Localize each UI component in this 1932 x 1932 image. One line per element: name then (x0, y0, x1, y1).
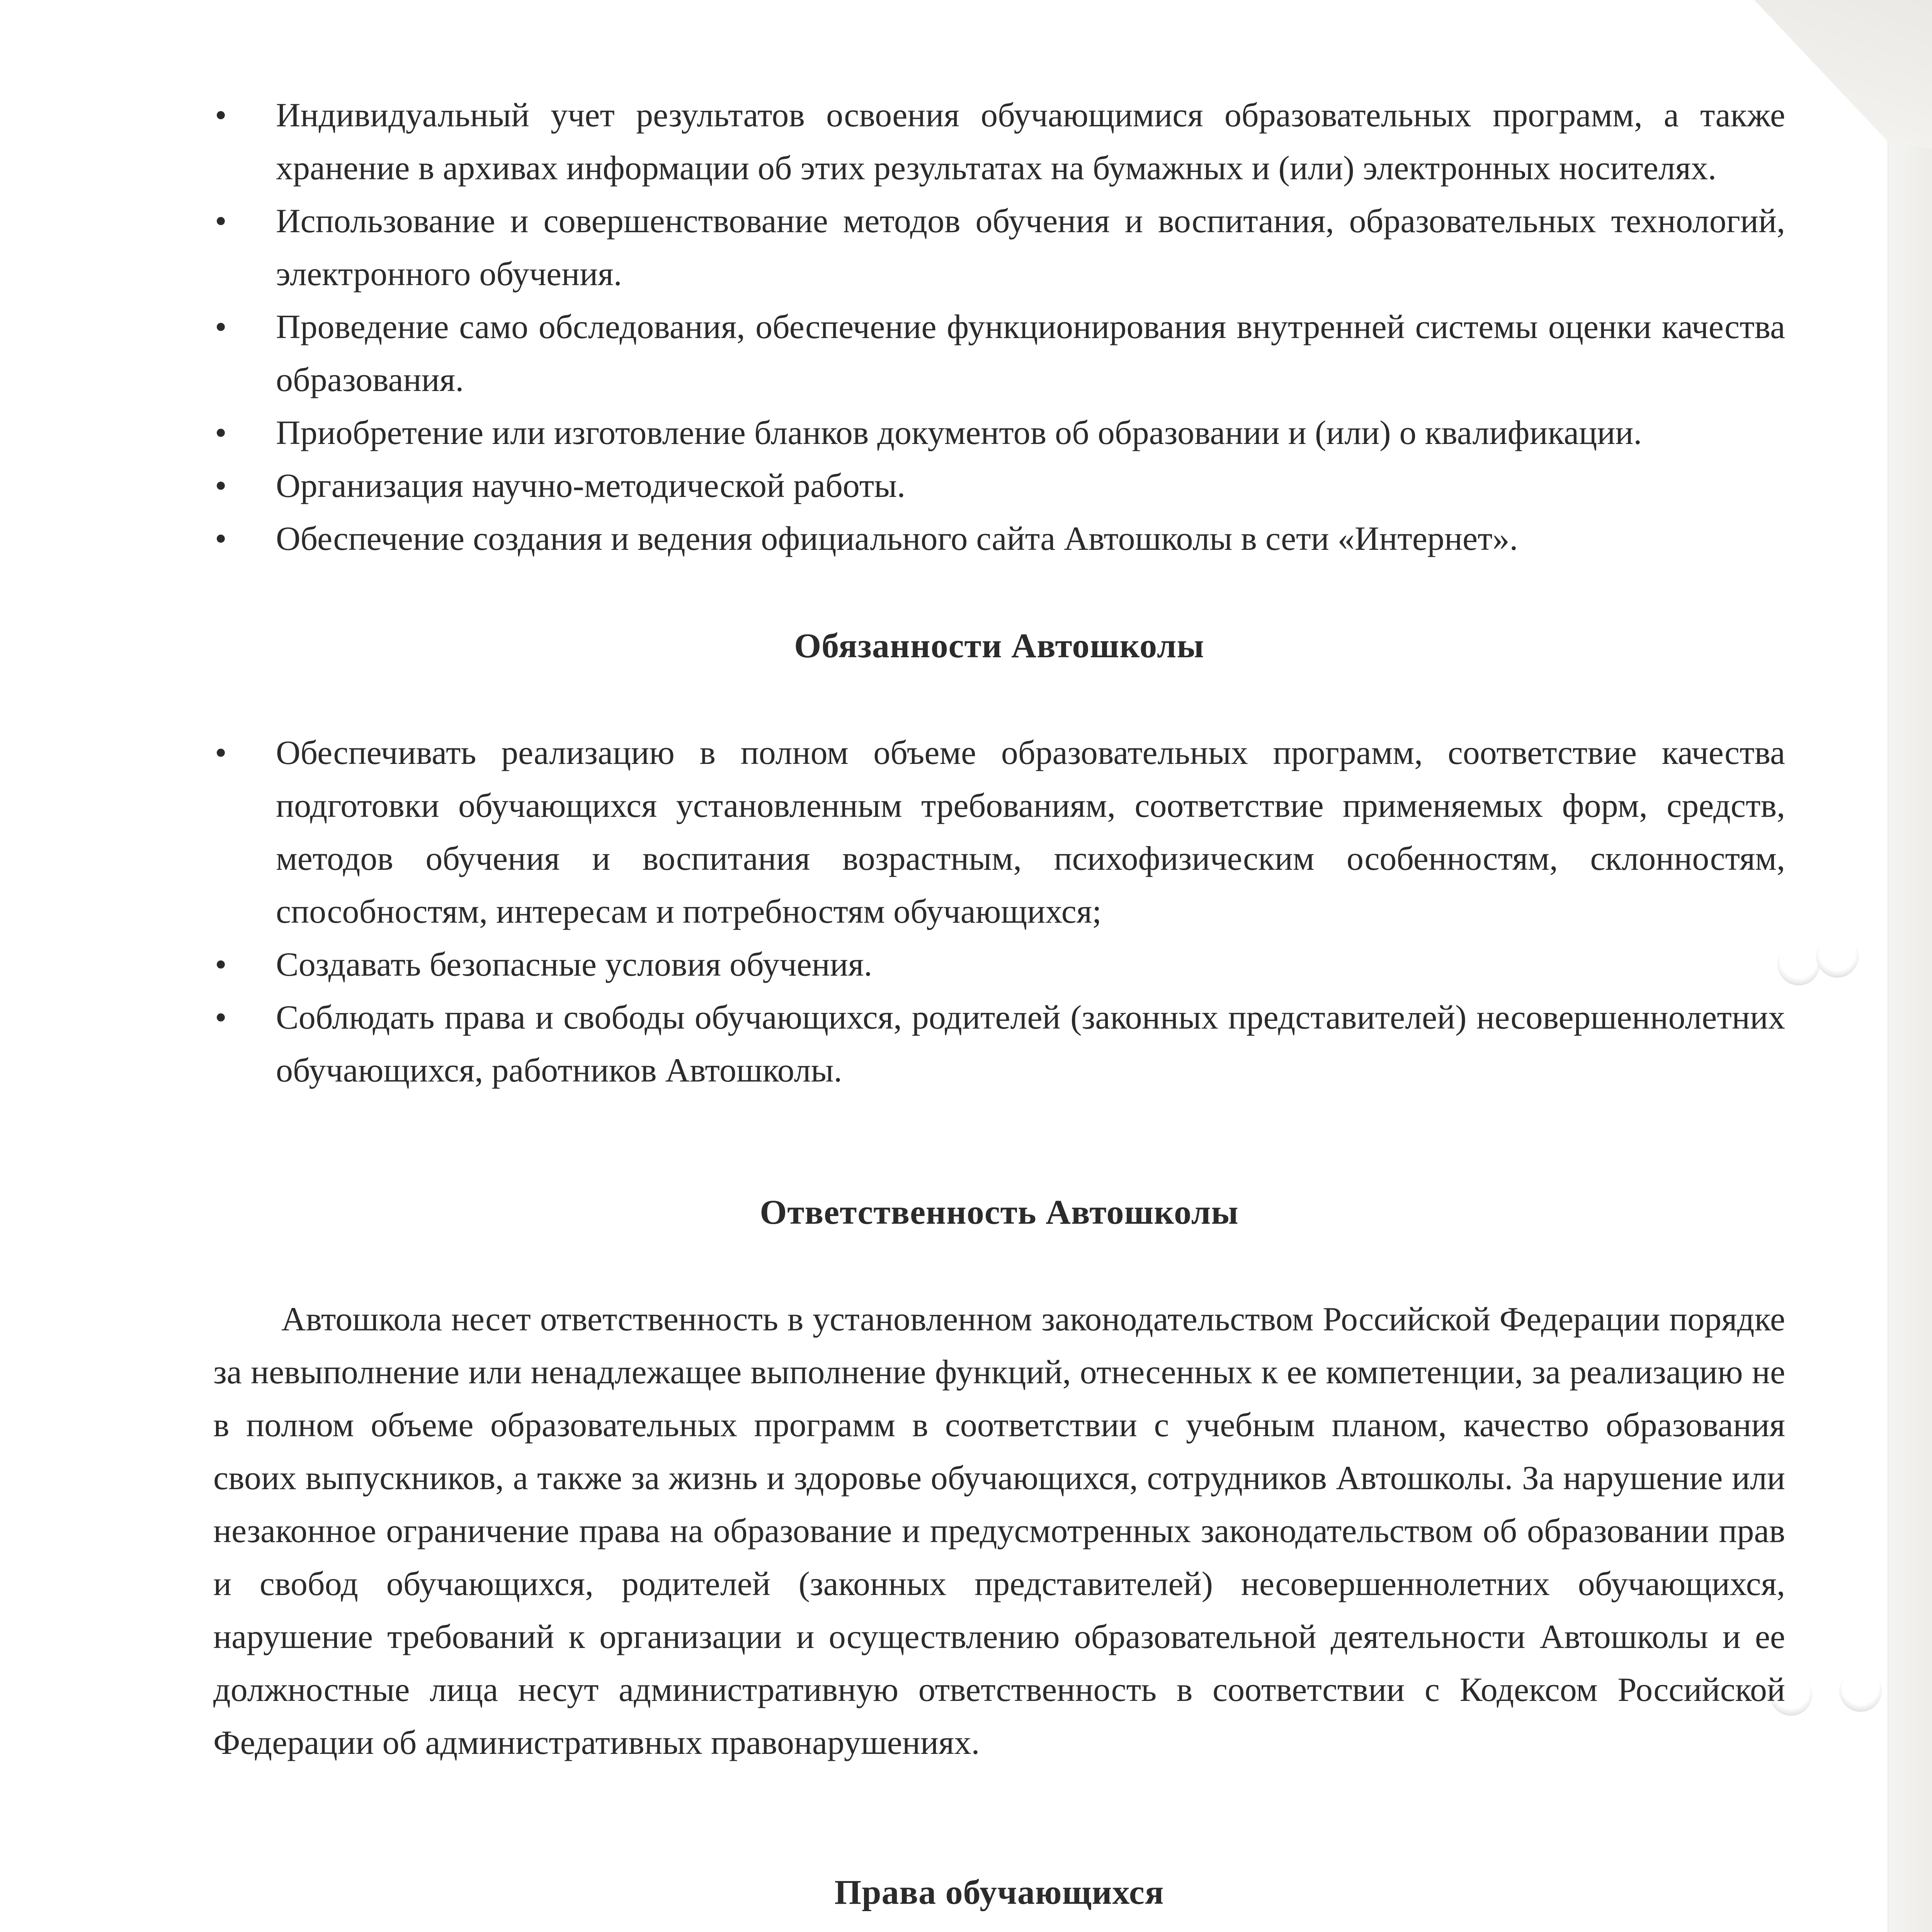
punch-hole (1839, 1669, 1882, 1712)
responsibility-paragraph: Автошкола несет ответственность в установленном законодательством Российской Федерации порядке за невыполнение или ненадлежащее выполнение функций, отнесенных к ее компетенции, за реализацию не в полном объеме образовательных программ в соответствии с учебным планом, качество образования своих выпускников, а также за жизнь и здоровье обучающихся, сотрудников Автошколы. За нарушение или незаконное ограничение права на образование и предусмотренных законодательством об образовании прав и свобод обучающихся, родителей (законных представителей) несовершеннолетних обучающихся, нарушение требований к организации и осуществлению образовательной деятельности Автошколы и ее должностные лица несут административную ответственность в соответствии с Кодексом Российской Федерации об административных правонарушениях. (213, 1301, 1785, 1762)
list-item (215, 406, 1785, 459)
list-item (215, 195, 1785, 301)
list-item-text: Создавать безопасные условия обучения. (276, 946, 872, 983)
section-title-duties: Обязанности Автошколы (794, 627, 1204, 665)
bullet-icon: • (215, 414, 227, 452)
bullet-icon: • (215, 308, 227, 346)
list-item-text: Соблюдать права и свободы обучающихся, родителей (законных представителей) несовершеннолетних обучающихся, работников Автошколы. (276, 999, 1785, 1089)
bullet-icon: • (215, 734, 227, 772)
bullet-icon: • (215, 202, 227, 240)
section-title-responsibility: Ответственность Автошколы (760, 1193, 1239, 1231)
bullet-icon: • (215, 467, 227, 505)
list-item-text: Индивидуальный учет результатов освоения обучающимися образовательных программ, а также хранение в архивах информации об этих результатах на бумажных и (или) электронных носителях. (276, 97, 1785, 187)
list-item-text: Организация научно-методической работы. (276, 467, 906, 505)
bullet-icon: • (215, 97, 227, 134)
list-item-text: Проведение само обследования, обеспечение функционирования внутренней системы оценки качества образования. (276, 308, 1785, 399)
list-item (215, 89, 1785, 195)
bullet-icon: • (215, 999, 227, 1036)
list-item-text: Использование и совершенствование методов обучения и воспитания, образовательных технологий, электронного обучения. (276, 202, 1785, 293)
bullet-icon: • (215, 520, 227, 558)
punch-hole (1816, 935, 1859, 978)
bullet-icon: • (215, 946, 227, 983)
list-item (215, 459, 1785, 512)
duties-list (213, 726, 1785, 1097)
document-body (213, 89, 1785, 1932)
list-item-text: Обеспечение создания и ведения официального сайта Автошколы в сети «Интернет». (276, 520, 1518, 558)
list-item (215, 726, 1785, 938)
list-item (215, 301, 1785, 406)
intro-list (213, 89, 1785, 565)
list-item-text: Обеспечивать реализацию в полном объеме образовательных программ, соответствие качества подготовки обучающихся установленным требованиям, соответствие применяемых форм, средств, методов обучения и воспитания возрастным, психофизическим особенностям, склонностям, способностям, интересам и потребностям обучающихся; (276, 734, 1785, 930)
list-item (215, 991, 1785, 1097)
list-item-text: Приобретение или изготовление бланков документов об образовании и (или) о квалификации. (276, 414, 1642, 452)
list-item (215, 512, 1785, 565)
scanner-edge-strip (1888, 0, 1932, 1932)
section-title-student-rights: Права обучающихся (834, 1873, 1164, 1912)
list-item (215, 938, 1785, 991)
